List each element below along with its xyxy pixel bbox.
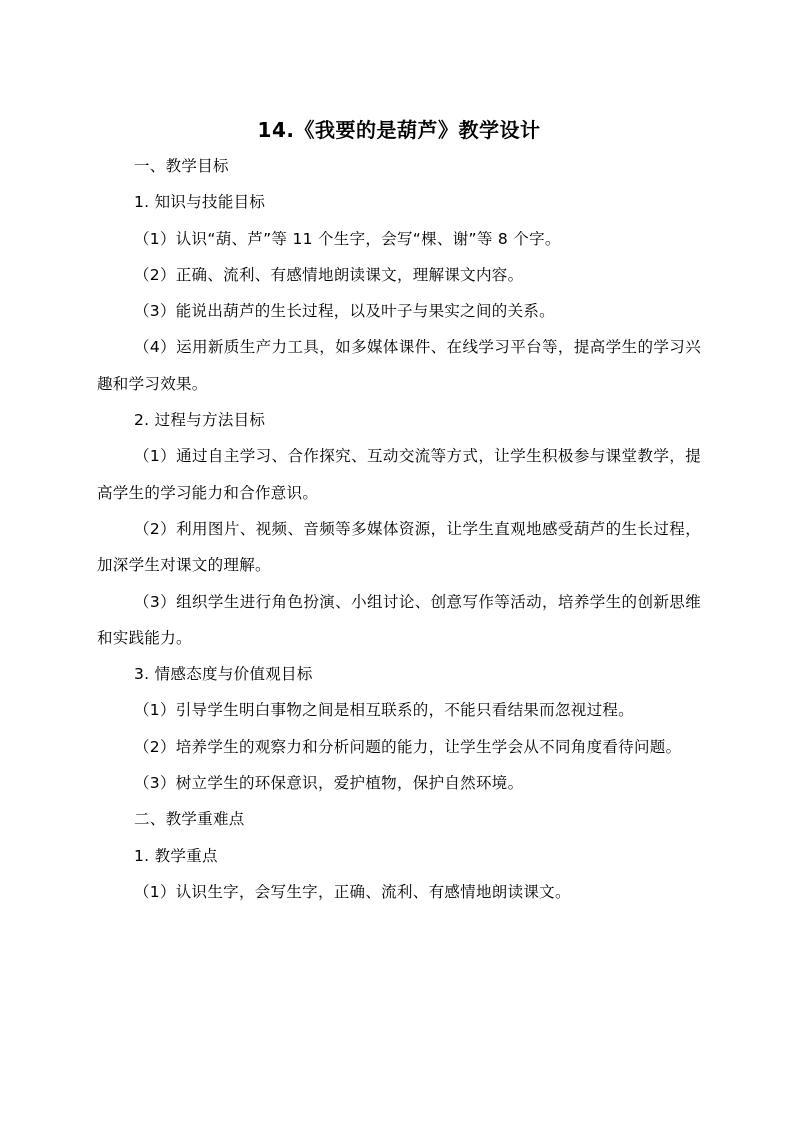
subheading-process-methods: 2. 过程与方法目标 <box>134 411 266 430</box>
section-heading-objectives: 一、教学目标 <box>134 157 229 175</box>
document-title: 14.《我要的是葫芦》教学设计 <box>257 118 541 142</box>
subheading-teaching-focus: 1. 教学重点 <box>134 846 218 865</box>
paragraph: （1）通过自主学习、合作探究、互动交流等方式，让学生积极参与课堂教学，提高学生的学习能力和合作意识。 <box>97 447 701 502</box>
paragraph: （1）认识生字，会写生字，正确、流利、有感情地朗读课文。 <box>134 882 571 901</box>
paragraph: （3）能说出葫芦的生长过程，以及叶子与果实之间的关系。 <box>134 302 555 321</box>
paragraph: （2）利用图片、视频、音频等多媒体资源，让学生直观地感受葫芦的生长过程，加深学生对课文的理解。 <box>97 519 701 575</box>
paragraph: （4）运用新质生产力工具，如多媒体课件、在线学习平台等，提高学生的学习兴趣和学习效果。 <box>97 338 701 393</box>
subheading-knowledge-skills: 1. 知识与技能目标 <box>134 193 266 212</box>
paragraph: （2）正确、流利、有感情地朗读课文，理解课文内容。 <box>134 265 524 284</box>
paragraph: （2）培养学生的观察力和分析问题的能力，让学生学会从不同角度看待问题。 <box>134 737 682 756</box>
paragraph: （3）组织学生进行角色扮演、小组讨论、创意写作等活动，培养学生的创新思维和实践能力。 <box>97 592 701 647</box>
subheading-attitude-values: 3. 情感态度与价值观目标 <box>134 665 313 684</box>
section-heading-key-difficult-points: 二、教学重难点 <box>134 810 245 829</box>
paragraph: （3）树立学生的环保意识，爱护植物，保护自然环境。 <box>134 774 524 793</box>
document-page <box>97 112 701 910</box>
paragraph: （1）认识“葫、芦”等 11 个生字，会写“棵、谢”等 8 个字。 <box>134 229 561 248</box>
paragraph: （1）引导学生明白事物之间是相互联系的，不能只看结果而忽视过程。 <box>134 701 634 720</box>
